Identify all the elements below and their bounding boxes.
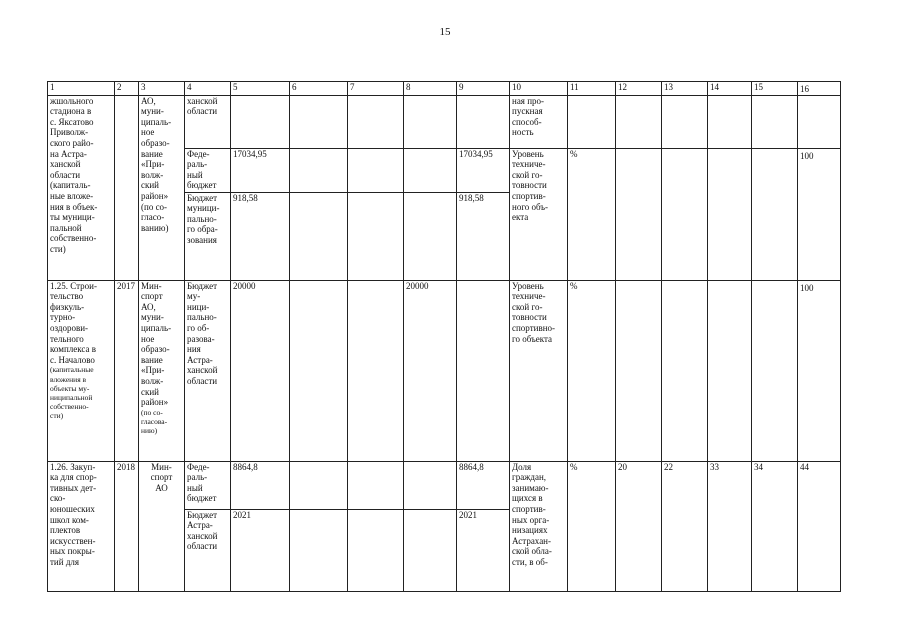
funding-source-cell: Феде- раль- ный бюджет: [185, 461, 231, 509]
column-number-row: [48, 82, 841, 96]
value-cell: [616, 95, 662, 148]
funding-source-cell: Бюджет Астра- ханской области: [185, 509, 231, 591]
indicator-cell: Уровень техниче- ской го- товности спортивно- го объекта: [510, 280, 568, 461]
page-number: 15: [439, 26, 451, 38]
column-number: 1: [48, 82, 115, 96]
amount-cell: [404, 461, 457, 509]
amount-cell: 20000: [404, 280, 457, 461]
measure-name-cell: жшольного стадиона в с. Яксатово Приволж- ского райо- на Астра- ханской области (капиталь- ные вложе- ния в объек- ты муници- пальной собственно- сти): [48, 95, 115, 280]
unit-cell: %: [568, 461, 616, 591]
executor-name: Мин- спорт АО, муни- ципаль- ное образо- вание «При- волж- ский район»: [141, 280, 172, 408]
measure-note: (капитальные вложения в объекты му- ниципальной собственно- сти): [50, 365, 94, 421]
amount-cell: [348, 148, 404, 192]
unit-cell: %: [568, 148, 616, 280]
column-number: 3: [139, 82, 185, 96]
amount-cell: [404, 509, 457, 591]
table-row: [48, 280, 841, 461]
column-number: 16: [798, 82, 841, 96]
value-cell: 33: [708, 461, 752, 591]
amount-cell: [290, 461, 348, 509]
target-value-cell: 44: [798, 461, 841, 591]
measure-name: 1.25. Строи- тельство физкуль- турно- оздорови- тельного комплекса в с. Началово: [50, 280, 97, 365]
column-number: 12: [616, 82, 662, 96]
amount-cell: [404, 95, 457, 148]
measure-name-cell: 1.26. Закуп- ка для спор- тивных дет- ско- юношеских школ ком- плектов искусствен- ных покры- тий для: [48, 461, 115, 591]
indicator-cell: ная про- пускная способ- ность: [510, 95, 568, 148]
amount-cell: [457, 95, 510, 148]
column-number: 14: [708, 82, 752, 96]
amount-cell: [404, 148, 457, 192]
unit-cell: [568, 95, 616, 148]
value-cell: [708, 280, 752, 461]
amount-cell: 8864,8: [457, 461, 510, 509]
amount-cell: 17034,95: [457, 148, 510, 192]
amount-cell: [290, 280, 348, 461]
column-number: 13: [662, 82, 708, 96]
column-number: 6: [290, 82, 348, 96]
total-cell: 20000: [231, 280, 290, 461]
amount-cell: [348, 509, 404, 591]
year-cell: [115, 95, 139, 280]
total-cell: 918,58: [231, 192, 290, 280]
value-cell: [616, 280, 662, 461]
indicator-cell: Уровень техниче- ской го- товности спортив- ного объ- екта: [510, 148, 568, 280]
value-cell: [662, 95, 708, 148]
executor-cell: Мин- спорт АО: [139, 461, 185, 591]
column-number: 10: [510, 82, 568, 96]
amount-cell: [290, 95, 348, 148]
executor-note: (по со- гласова- нию): [141, 407, 168, 436]
funding-source-cell: Бюджет муници- пально- го обра- зования: [185, 192, 231, 280]
unit-cell: %: [568, 280, 616, 461]
executor-cell: [139, 280, 185, 461]
measure-name-cell: [48, 280, 115, 461]
column-number: 4: [185, 82, 231, 96]
amount-cell: [290, 509, 348, 591]
total-cell: [231, 95, 290, 148]
value-cell: 20: [616, 461, 662, 591]
column-number: 9: [457, 82, 510, 96]
funding-source-cell: ханской области: [185, 95, 231, 148]
amount-cell: 918,58: [457, 192, 510, 280]
value-cell: [616, 148, 662, 280]
total-cell: 17034,95: [231, 148, 290, 192]
value-cell: [752, 95, 798, 148]
funding-source-cell: Феде- раль- ный бюджет: [185, 148, 231, 192]
total-cell: 8864,8: [231, 461, 290, 509]
table-row: [48, 461, 841, 509]
indicator-cell: Доля граждан, занимаю- щихся в спортив- ных орга- низациях Астрахан- ской обла- сти, в об-: [510, 461, 568, 591]
amount-cell: [290, 148, 348, 192]
column-number: 5: [231, 82, 290, 96]
table-row: [48, 95, 841, 148]
column-number: 7: [348, 82, 404, 96]
column-number: 11: [568, 82, 616, 96]
target-value-cell: 100: [798, 148, 841, 280]
amount-cell: [457, 280, 510, 461]
amount-cell: [348, 461, 404, 509]
amount-cell: 2021: [457, 509, 510, 591]
value-cell: [798, 95, 841, 148]
value-cell: [662, 280, 708, 461]
amount-cell: [348, 280, 404, 461]
value-cell: [662, 148, 708, 280]
year-cell: 2018: [115, 461, 139, 591]
value-cell: 34: [752, 461, 798, 591]
amount-cell: [348, 192, 404, 280]
year-cell: 2017: [115, 280, 139, 461]
funding-source-cell: Бюджет му- ници- пально- го об- разова- ния Астра- ханской области: [185, 280, 231, 461]
value-cell: 22: [662, 461, 708, 591]
column-number: 8: [404, 82, 457, 96]
value-cell: [752, 280, 798, 461]
target-value-cell: 100: [798, 280, 841, 461]
amount-cell: [290, 192, 348, 280]
total-cell: 2021: [231, 509, 290, 591]
amount-cell: [348, 95, 404, 148]
executor-cell: АО, муни- ципаль- ное образо- вание «При- волж- ский район» (по со- гласо- ванию): [139, 95, 185, 280]
value-cell: [708, 95, 752, 148]
amount-cell: [404, 192, 457, 280]
column-number: 15: [752, 82, 798, 96]
value-cell: [752, 148, 798, 280]
column-number: 2: [115, 82, 139, 96]
value-cell: [708, 148, 752, 280]
program-table: [47, 81, 841, 592]
